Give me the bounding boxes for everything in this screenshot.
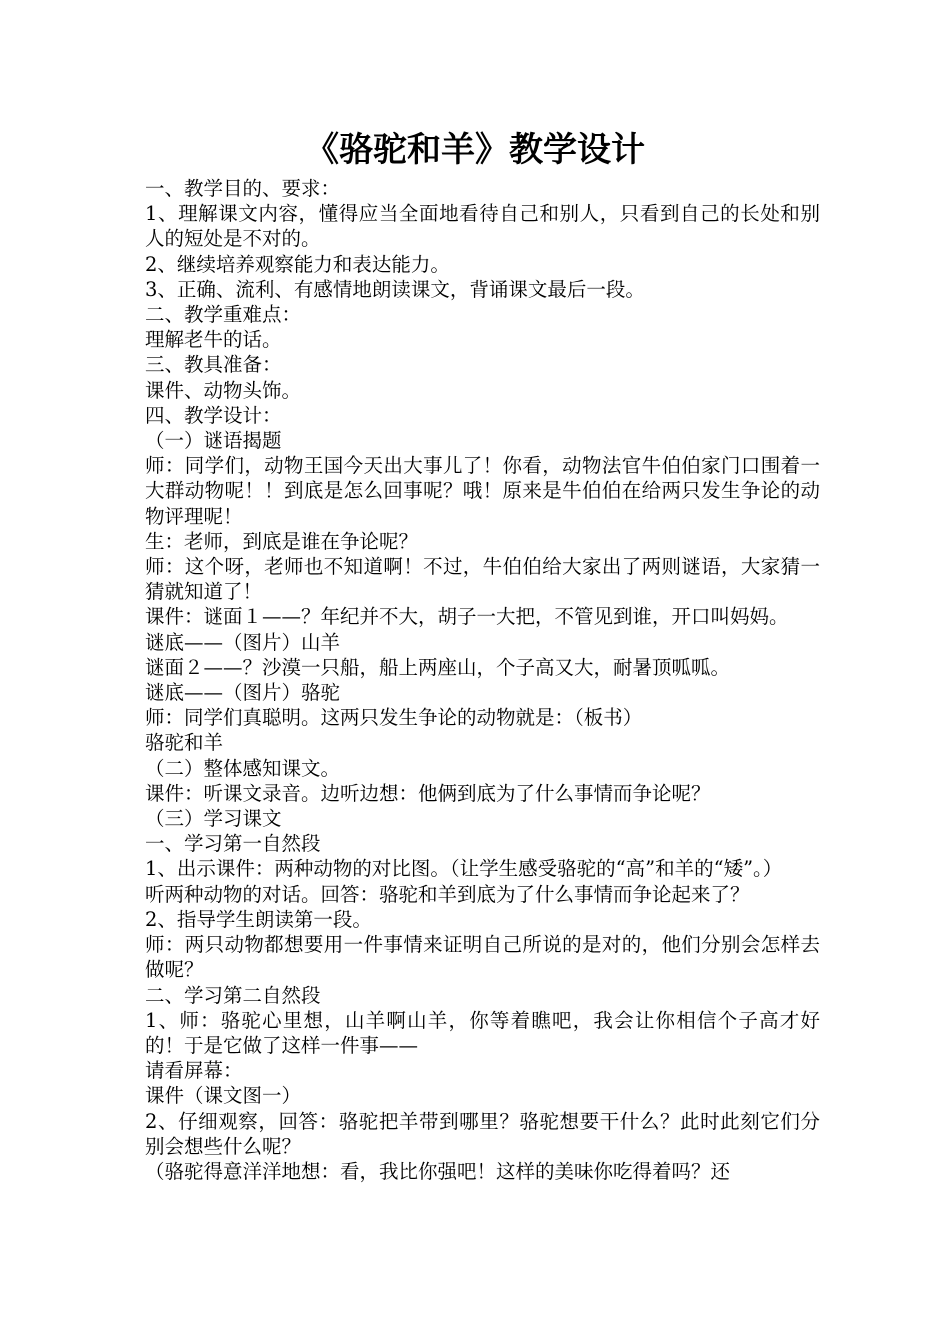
study-step: 2、指导学生朗读第一段。 [145, 907, 372, 931]
study-step: 1、出示课件：两种动物的对比图。（让学生感受骆驼的“高”和羊的“矮”。） [145, 857, 783, 881]
study-step: 1、师：骆驼心里想，山羊啊山羊，你等着瞧吧，我会让你相信个子高才好的！于是它做了这样一件事—— [145, 1008, 820, 1057]
subsection-study: （三）学习课文 [145, 807, 282, 831]
study-part-1-heading: 一、学习第一自然段 [145, 832, 321, 856]
teacher-line: 师：两只动物都想要用一件事情来证明自己所说的是对的，他们分别会怎样去做呢？ [145, 933, 820, 982]
subsection-riddle: （一）谜语揭题 [145, 429, 282, 453]
riddle-answer-1: 谜底——（图片）山羊 [145, 630, 341, 654]
goal-item-1: 1、理解课文内容，懂得应当全面地看待自己和别人，只看到自己的长处和别人的短处是不对的。 [145, 202, 820, 251]
goal-item-2: 2、继续培养观察能力和表达能力。 [145, 252, 450, 276]
document-title: 《骆驼和羊》教学设计 [305, 130, 645, 170]
teacher-line: 师：这个呀，老师也不知道啊！不过，牛伯伯给大家出了两则谜语，大家猜一猜就知道了！ [145, 555, 820, 604]
key-point-text: 理解老牛的话。 [145, 328, 282, 352]
study-step: 2、仔细观察，回答：骆驼把羊带到哪里？骆驼想要干什么？此时此刻它们分别会想些什么呢？ [145, 1109, 820, 1158]
section-heading-design: 四、教学设计： [145, 403, 282, 427]
materials-text: 课件、动物头饰。 [145, 378, 302, 402]
riddle-1: 课件：谜面１——？年纪并不大，胡子一大把，不管见到谁，开口叫妈妈。 [145, 605, 789, 629]
riddle-answer-2: 谜底——（图片）骆驼 [145, 681, 341, 705]
teacher-line: 师：同学们真聪明。这两只发生争论的动物就是：（板书） [145, 706, 643, 730]
subsection-overview: （二）整体感知课文。 [145, 756, 341, 780]
section-heading-goals: 一、教学目的、要求： [145, 177, 341, 200]
student-line: 生：老师，到底是谁在争论呢？ [145, 529, 419, 553]
goal-item-3: 3、正确、流利、有感情地朗读课文，背诵课文最后一段。 [145, 277, 645, 301]
courseware-line: 课件：听课文录音。边听边想：他俩到底为了什么事情而争论呢？ [145, 781, 711, 805]
study-step: 听两种动物的对话。回答：骆驼和羊到底为了什么事情而争论起来了？ [145, 882, 750, 906]
study-step: （骆驼得意洋洋地想：看，我比你强吧！这样的美味你吃得着吗？还 [145, 1159, 731, 1183]
section-heading-key-points: 二、教学重难点： [145, 303, 302, 327]
riddle-2: 谜面２——？沙漠一只船，船上两座山，个子高又大，耐暑顶呱呱。 [145, 655, 731, 679]
study-part-2-heading: 二、学习第二自然段 [145, 983, 321, 1007]
courseware-line: 课件（课文图一） [145, 1084, 302, 1108]
board-text: 骆驼和羊 [145, 731, 224, 755]
study-step: 请看屏幕： [145, 1059, 243, 1083]
document-body [145, 176, 820, 1184]
section-heading-materials: 三、教具准备： [145, 353, 282, 377]
teacher-line: 师：同学们，动物王国今天出大事儿了！你看，动物法官牛伯伯家门口围着一大群动物呢！！到底是怎么回事呢？哦！原来是牛伯伯在给两只发生争论的动物评理呢！ [145, 454, 820, 528]
